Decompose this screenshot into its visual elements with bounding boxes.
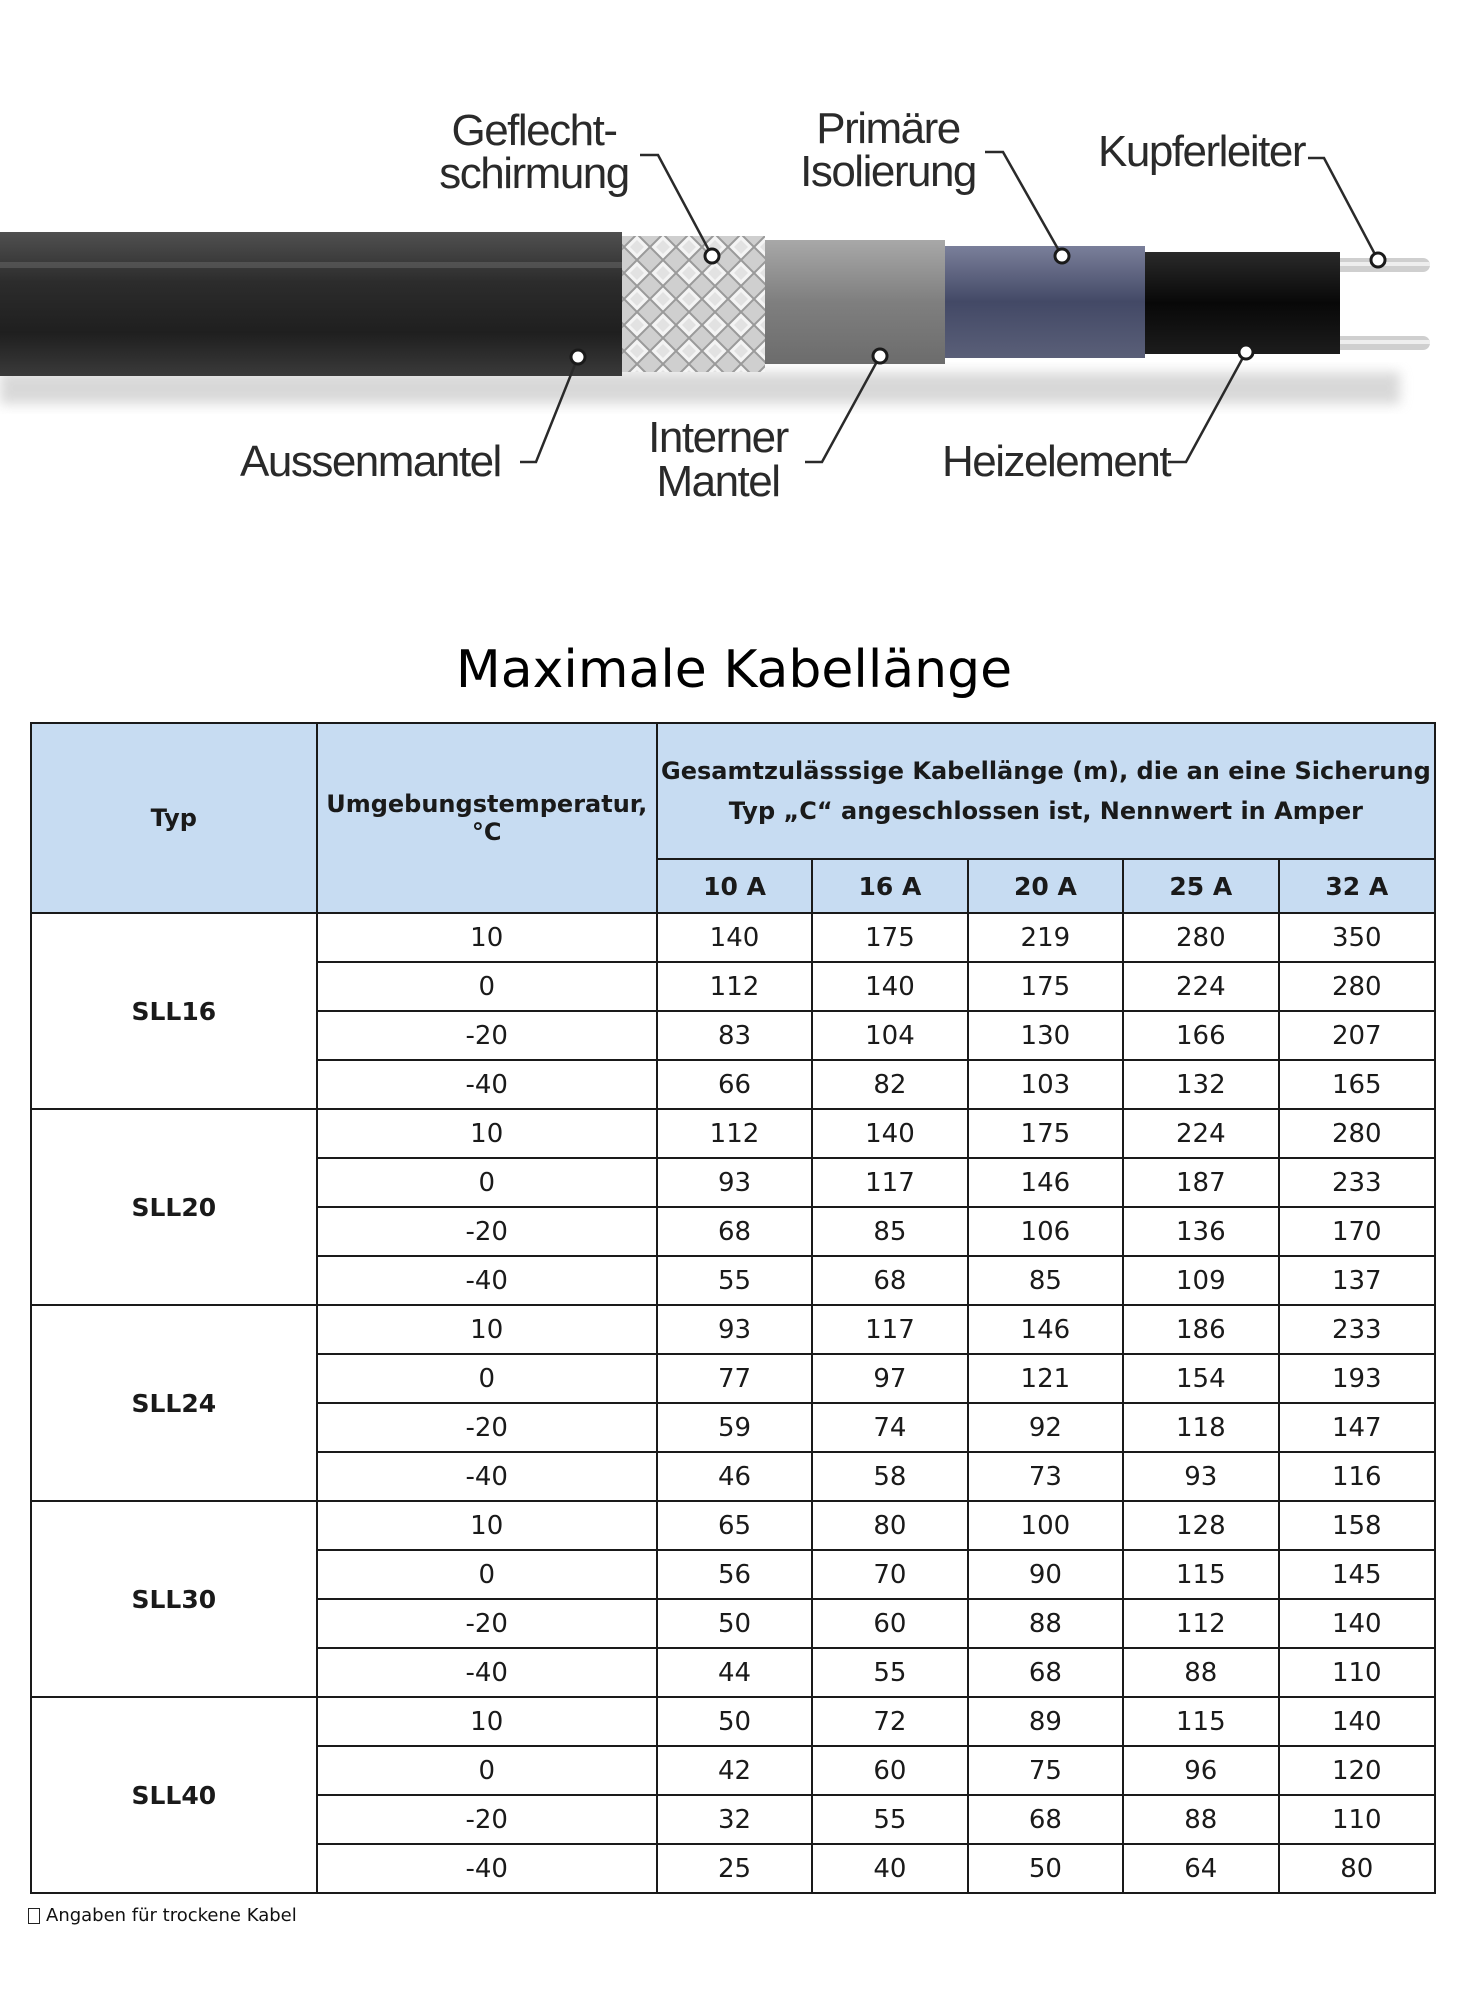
length-cell: 136 <box>1123 1207 1278 1256</box>
length-cell: 109 <box>1123 1256 1278 1305</box>
label-braid-line1: Geflecht- <box>451 106 617 155</box>
length-cell: 117 <box>812 1305 967 1354</box>
internal-jacket <box>765 240 945 364</box>
length-cell: 112 <box>657 962 812 1011</box>
length-cell: 110 <box>1279 1648 1435 1697</box>
length-cell: 83 <box>657 1011 812 1060</box>
footnote-text: Angaben für trockene Kabel <box>46 1905 297 1926</box>
temperature-cell: -20 <box>317 1403 657 1452</box>
length-cell: 50 <box>657 1697 812 1746</box>
length-cell: 140 <box>1279 1697 1435 1746</box>
length-cell: 219 <box>968 913 1123 962</box>
length-cell: 60 <box>812 1599 967 1648</box>
temperature-cell: -20 <box>317 1207 657 1256</box>
header-group-line2: Typ „C“ angeschlossen ist, Nennwert in Amper <box>728 797 1363 825</box>
length-cell: 116 <box>1279 1452 1435 1501</box>
length-cell: 104 <box>812 1011 967 1060</box>
length-cell: 82 <box>812 1060 967 1109</box>
type-cell: SLL24 <box>31 1305 317 1501</box>
temperature-cell: 0 <box>317 1354 657 1403</box>
temperature-cell: -40 <box>317 1648 657 1697</box>
type-cell: SLL20 <box>31 1109 317 1305</box>
header-current-20a: 20 A <box>968 859 1123 913</box>
length-cell: 93 <box>1123 1452 1278 1501</box>
footnote <box>28 1905 297 1926</box>
label-outer: Aussenmantel <box>240 437 501 486</box>
length-cell: 140 <box>657 913 812 962</box>
cable-diagram <box>0 0 1468 560</box>
braided-shield <box>620 236 765 372</box>
length-cell: 146 <box>968 1305 1123 1354</box>
temperature-cell: -40 <box>317 1060 657 1109</box>
length-cell: 25 <box>657 1844 812 1893</box>
header-type: Typ <box>31 723 317 913</box>
length-cell: 75 <box>968 1746 1123 1795</box>
header-group-line1: Gesamtzulässsige Kabellänge (m), die an eine Sicherung <box>661 757 1431 785</box>
length-cell: 77 <box>657 1354 812 1403</box>
length-cell: 350 <box>1279 913 1435 962</box>
length-cell: 140 <box>812 962 967 1011</box>
heater-marker-dot <box>1239 345 1253 359</box>
length-cell: 147 <box>1279 1403 1435 1452</box>
length-cell: 175 <box>968 962 1123 1011</box>
length-cell: 96 <box>1123 1746 1278 1795</box>
heating-core <box>1145 252 1340 354</box>
temperature-cell: 10 <box>317 1109 657 1158</box>
label-primary-line2: Isolierung <box>800 147 976 196</box>
length-cell: 44 <box>657 1648 812 1697</box>
length-cell: 46 <box>657 1452 812 1501</box>
header-temperature-line1: Umgebungstemperatur, <box>326 790 648 818</box>
length-cell: 103 <box>968 1060 1123 1109</box>
header-temperature-line2: °C <box>471 818 502 846</box>
length-cell: 112 <box>1123 1599 1278 1648</box>
length-cell: 115 <box>1123 1550 1278 1599</box>
length-cell: 121 <box>968 1354 1123 1403</box>
length-cell: 140 <box>1279 1599 1435 1648</box>
length-cell: 72 <box>812 1697 967 1746</box>
length-cell: 140 <box>812 1109 967 1158</box>
length-cell: 92 <box>968 1403 1123 1452</box>
label-internal-line1: Interner <box>648 413 788 462</box>
length-cell: 68 <box>968 1648 1123 1697</box>
length-cell: 85 <box>968 1256 1123 1305</box>
length-cell: 64 <box>1123 1844 1278 1893</box>
braid-marker-dot <box>705 249 719 263</box>
length-cell: 118 <box>1123 1403 1278 1452</box>
length-cell: 89 <box>968 1697 1123 1746</box>
temperature-cell: -20 <box>317 1011 657 1060</box>
length-cell: 120 <box>1279 1746 1435 1795</box>
length-cell: 175 <box>812 913 967 962</box>
length-cell: 65 <box>657 1501 812 1550</box>
length-cell: 280 <box>1123 913 1278 962</box>
header-current-16a: 16 A <box>812 859 967 913</box>
length-cell: 73 <box>968 1452 1123 1501</box>
temperature-cell: -40 <box>317 1256 657 1305</box>
temperature-cell: 10 <box>317 1305 657 1354</box>
length-cell: 187 <box>1123 1158 1278 1207</box>
table-row <box>31 1501 1435 1550</box>
temperature-cell: 10 <box>317 1697 657 1746</box>
temperature-cell: -40 <box>317 1844 657 1893</box>
length-cell: 280 <box>1279 962 1435 1011</box>
label-braid-line2: schirmung <box>439 149 629 198</box>
length-cell: 207 <box>1279 1011 1435 1060</box>
footnote-box-icon <box>28 1908 40 1924</box>
length-cell: 88 <box>968 1599 1123 1648</box>
table-header <box>31 723 1435 913</box>
length-cell: 56 <box>657 1550 812 1599</box>
length-cell: 145 <box>1279 1550 1435 1599</box>
length-cell: 224 <box>1123 1109 1278 1158</box>
length-cell: 158 <box>1279 1501 1435 1550</box>
length-cell: 74 <box>812 1403 967 1452</box>
temperature-cell: 0 <box>317 1746 657 1795</box>
length-cell: 58 <box>812 1452 967 1501</box>
length-cell: 68 <box>657 1207 812 1256</box>
length-cell: 50 <box>968 1844 1123 1893</box>
temperature-cell: 10 <box>317 913 657 962</box>
length-cell: 128 <box>1123 1501 1278 1550</box>
table-row <box>31 1697 1435 1746</box>
length-cell: 93 <box>657 1305 812 1354</box>
length-cell: 132 <box>1123 1060 1278 1109</box>
temperature-cell: 0 <box>317 1550 657 1599</box>
temperature-cell: 0 <box>317 1158 657 1207</box>
length-cell: 112 <box>657 1109 812 1158</box>
page-title: Maximale Kabellänge <box>455 640 1013 700</box>
length-cell: 280 <box>1279 1109 1435 1158</box>
length-cell: 55 <box>657 1256 812 1305</box>
length-cell: 70 <box>812 1550 967 1599</box>
label-internal-line2: Mantel <box>656 457 780 506</box>
length-cell: 88 <box>1123 1795 1278 1844</box>
length-cell: 233 <box>1279 1305 1435 1354</box>
length-cell: 193 <box>1279 1354 1435 1403</box>
length-cell: 80 <box>1279 1844 1435 1893</box>
temperature-cell: -40 <box>317 1452 657 1501</box>
header-current-25a: 25 A <box>1123 859 1278 913</box>
length-cell: 170 <box>1279 1207 1435 1256</box>
length-cell: 233 <box>1279 1158 1435 1207</box>
length-cell: 42 <box>657 1746 812 1795</box>
header-length-group <box>657 723 1435 859</box>
length-cell: 88 <box>1123 1648 1278 1697</box>
copper-conductor-wires <box>1330 258 1430 350</box>
length-cell: 90 <box>968 1550 1123 1599</box>
type-cell: SLL40 <box>31 1697 317 1893</box>
internal-marker-dot <box>873 349 887 363</box>
table-row <box>31 1109 1435 1158</box>
temperature-cell: 0 <box>317 962 657 1011</box>
length-cell: 115 <box>1123 1697 1278 1746</box>
primary-marker-dot <box>1055 249 1069 263</box>
length-cell: 85 <box>812 1207 967 1256</box>
length-cell: 186 <box>1123 1305 1278 1354</box>
length-cell: 68 <box>968 1795 1123 1844</box>
table-row <box>31 1305 1435 1354</box>
length-cell: 110 <box>1279 1795 1435 1844</box>
temperature-cell: -20 <box>317 1599 657 1648</box>
header-current-10a: 10 A <box>657 859 812 913</box>
length-cell: 97 <box>812 1354 967 1403</box>
length-cell: 40 <box>812 1844 967 1893</box>
length-cell: 80 <box>812 1501 967 1550</box>
header-temperature <box>317 723 657 913</box>
label-heater: Heizelement <box>942 437 1171 486</box>
length-cell: 146 <box>968 1158 1123 1207</box>
length-cell: 50 <box>657 1599 812 1648</box>
length-cell: 137 <box>1279 1256 1435 1305</box>
copper-marker-dot <box>1371 253 1385 267</box>
length-cell: 32 <box>657 1795 812 1844</box>
label-copper: Kupferleiter <box>1098 127 1306 176</box>
length-cell: 154 <box>1123 1354 1278 1403</box>
header-current-32a: 32 A <box>1279 859 1435 913</box>
outer-jacket <box>0 232 622 376</box>
table-row <box>31 913 1435 962</box>
length-cell: 60 <box>812 1746 967 1795</box>
temperature-cell: -20 <box>317 1795 657 1844</box>
length-cell: 224 <box>1123 962 1278 1011</box>
length-cell: 175 <box>968 1109 1123 1158</box>
length-cell: 55 <box>812 1795 967 1844</box>
length-cell: 68 <box>812 1256 967 1305</box>
length-cell: 130 <box>968 1011 1123 1060</box>
length-cell: 59 <box>657 1403 812 1452</box>
length-cell: 165 <box>1279 1060 1435 1109</box>
length-cell: 166 <box>1123 1011 1278 1060</box>
table-body <box>31 913 1435 1893</box>
type-cell: SLL16 <box>31 913 317 1109</box>
length-cell: 106 <box>968 1207 1123 1256</box>
length-cell: 117 <box>812 1158 967 1207</box>
primary-insulation <box>945 246 1145 358</box>
temperature-cell: 10 <box>317 1501 657 1550</box>
length-cell: 66 <box>657 1060 812 1109</box>
length-cell: 55 <box>812 1648 967 1697</box>
length-cell: 93 <box>657 1158 812 1207</box>
outer-marker-dot <box>571 350 585 364</box>
cable-length-table <box>30 722 1436 1894</box>
type-cell: SLL30 <box>31 1501 317 1697</box>
label-primary-line1: Primäre <box>816 104 960 153</box>
length-cell: 100 <box>968 1501 1123 1550</box>
